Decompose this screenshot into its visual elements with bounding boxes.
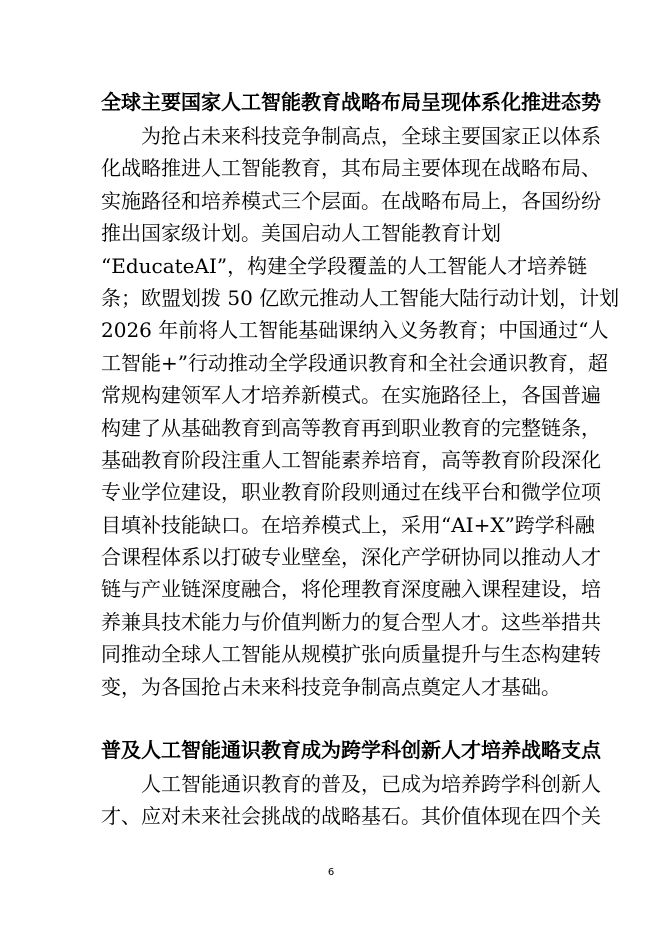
text-line: 实施路径和培养模式三个层面。在战略布局上，各国纷纷 bbox=[101, 188, 601, 213]
section-heading-ai-general-education: 普及人工智能通识教育成为跨学科创新人才培养战略支点 bbox=[101, 738, 601, 762]
text-line: 推出国家级计划。美国启动人工智能教育计划 bbox=[101, 221, 501, 246]
paragraph-ai-general-education bbox=[101, 768, 601, 833]
text-line: 链与产业链深度融合，将伦理教育深度融入课程建设，培 bbox=[101, 577, 601, 602]
text-line: 养兼具技术能力与价值判断力的复合型人才。这些举措共 bbox=[101, 609, 601, 634]
text-line: 专业学位建设，职业教育阶段则通过在线平台和微学位项 bbox=[101, 480, 601, 505]
paragraph-global-strategy bbox=[101, 120, 620, 703]
text-line: 合课程体系以打破专业壁垒，深化产学研协同以推动人才 bbox=[101, 545, 601, 570]
text-line: 工智能+”行动推动全学段通识教育和全社会通识教育，超 bbox=[101, 350, 608, 375]
section-heading-global-strategy: 全球主要国家人工智能教育战略布局呈现体系化推进态势 bbox=[101, 90, 601, 114]
text-line: 人工智能通识教育的普及，已成为培养跨学科创新人 bbox=[141, 772, 601, 796]
text-line: 化战略推进人工智能教育，其布局主要体现在战略布局、 bbox=[101, 156, 601, 181]
text-line: 为抢占未来科技竞争制高点，全球主要国家正以体系 bbox=[141, 124, 601, 148]
text-line: 才、应对未来社会挑战的战略基石。其价值体现在四个关 bbox=[101, 804, 601, 829]
text-line: 目填补技能缺口。在培养模式上，采用“AI+X”跨学科融 bbox=[101, 512, 595, 537]
text-line: 同推动全球人工智能从规模扩张向质量提升与生态构建转 bbox=[101, 642, 601, 667]
text-line: 常规构建领军人才培养新模式。在实施路径上，各国普遍 bbox=[101, 383, 601, 408]
text-line: 条；欧盟划拨 50 亿欧元推动人工智能大陆行动计划，计划 bbox=[101, 285, 620, 310]
text-line: 基础教育阶段注重人工智能素养培育，高等教育阶段深化 bbox=[101, 447, 601, 472]
text-line: 2026 年前将人工智能基础课纳入义务教育；中国通过“人 bbox=[101, 318, 609, 343]
text-line: 构建了从基础教育到高等教育再到职业教育的完整链条， bbox=[101, 415, 601, 440]
page-number: 6 bbox=[327, 867, 335, 878]
text-line: 变，为各国抢占未来科技竞争制高点奠定人才基础。 bbox=[101, 674, 561, 699]
text-line: “EducateAI”，构建全学段覆盖的人工智能人才培养链 bbox=[101, 253, 588, 278]
